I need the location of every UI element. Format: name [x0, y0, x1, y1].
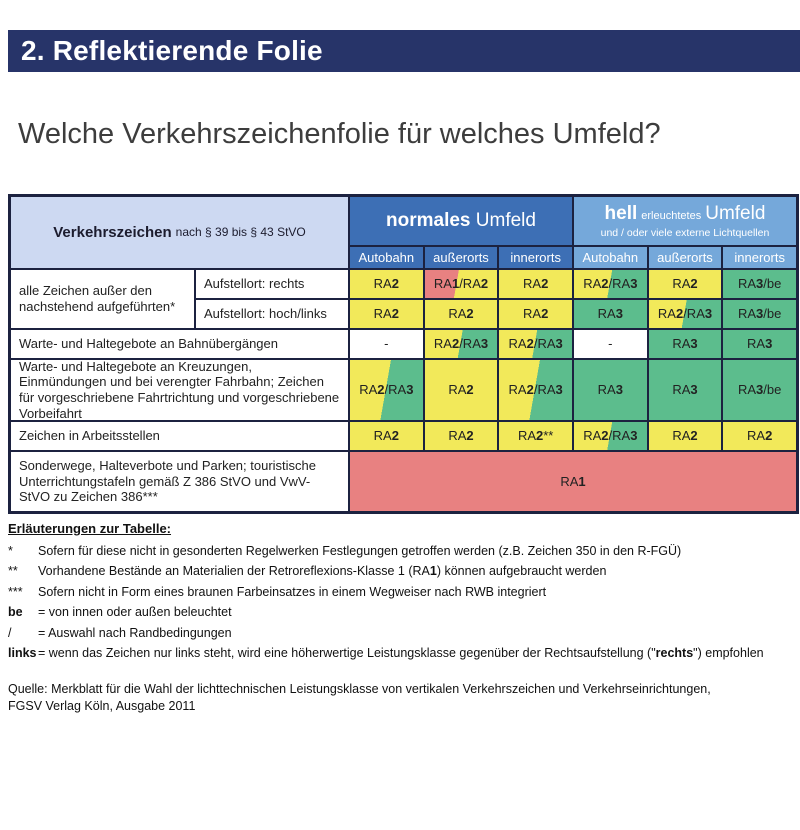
note-text: Sofern für diese nicht in gesonderten Regelwerken Festlegungen getroffen werden (z.B. Zeichen 350 in den R-FGÜ): [38, 543, 682, 558]
table-cell: RA 2: [499, 270, 572, 298]
row-label: Sonderwege, Halteverbote und Parken; touristische Unterrichtungstafeln gemäß Z 386 StVO und VwV-StVO zu Zeichen 386***: [11, 452, 348, 511]
table-cell: RA 3: [723, 330, 796, 358]
column-header-normal-innerorts: innerorts: [499, 247, 572, 268]
note-item: [8, 646, 800, 661]
header-bar: [8, 30, 800, 72]
note-text: Vorhandene Bestände an Materialien der Retroreflexions-Klasse 1 (RA1) können aufgebraucht werden: [38, 564, 607, 579]
row-label: Zeichen in Arbeitsstellen: [11, 422, 348, 450]
source-line-1: Quelle: Merkblatt für die Wahl der lichttechnischen Leistungsklasse von vertikalen Verkehrszeichen und Verkehrseinrichtungen,: [8, 682, 711, 697]
table-cell: RA 2 **: [499, 422, 572, 450]
source-line-2: FGSV Verlag Köln, Ausgabe 2011: [8, 698, 196, 713]
note-text: = Auswahl nach Randbedingungen: [38, 625, 232, 640]
table-cell: RA 2 /RA 3: [574, 422, 647, 450]
table-notes: [8, 521, 800, 661]
note-item: [8, 585, 800, 600]
table-cell: RA 2: [649, 270, 722, 298]
note-marker: /: [8, 625, 12, 640]
note-marker: links: [8, 646, 37, 661]
table-cell: RA 2: [425, 300, 498, 328]
table-cell: RA 2 /RA 3: [499, 360, 572, 420]
note-marker: ***: [8, 584, 23, 599]
table-cell: -: [574, 330, 647, 358]
row-sublabel: Aufstellort: hoch/links: [196, 300, 348, 328]
foil-environment-table: [8, 194, 799, 514]
column-header-normal-Autobahn: Autobahn: [350, 247, 423, 268]
table-cell: RA 2: [350, 422, 423, 450]
table-cell: RA 2: [723, 422, 796, 450]
note-text: = von innen oder außen beleuchtet: [38, 605, 232, 620]
column-group-header-hell: [574, 197, 796, 245]
source-reference: [8, 681, 800, 715]
table-cell: RA 2: [499, 300, 572, 328]
row-label: Warte- und Haltegebote an Kreuzungen, Einmündungen und bei verengter Fahrbahn; Zeichen für vorgeschriebene Fahrtrichtung und vorgeschriebene Vorbeifahrt: [11, 360, 348, 420]
table-cell: RA 2 /RA 3: [574, 270, 647, 298]
column-header-hell-auerorts: außerorts: [649, 247, 722, 268]
note-marker: *: [8, 543, 13, 558]
table-cell: RA 2: [350, 300, 423, 328]
table-cell: -: [350, 330, 423, 358]
table-cell: RA 2: [350, 270, 423, 298]
table-cell: RA 1 /RA 2: [425, 270, 498, 298]
note-text: Sofern nicht in Form eines braunen Farbeinsatzes in einem Wegweiser nach RWB integriert: [38, 584, 547, 599]
note-text: = wenn das Zeichen nur links steht, wird eine höherwertige Leistungsklasse gegenüber der Rechtsaufstellung ("rechts") empfohlen: [38, 646, 764, 661]
note-item: [8, 564, 800, 579]
table-cell: RA 3: [649, 360, 722, 420]
table-cell: RA 3: [574, 300, 647, 328]
table-cell: RA 3 /be: [723, 360, 796, 420]
table-corner-header: Verkehrszeichen nach § 39 bis § 43 StVO: [11, 197, 348, 268]
table-cell: RA 2 /RA 3: [350, 360, 423, 420]
note-item: [8, 626, 800, 641]
table-cell: RA 2: [425, 360, 498, 420]
notes-list: [8, 544, 800, 662]
note-item: [8, 544, 800, 559]
column-group-subtitle: und / oder viele externe Lichtquellen: [600, 226, 770, 239]
table-cell: RA 2 /RA 3: [499, 330, 572, 358]
table-cell: RA 2 /RA 3: [425, 330, 498, 358]
table-cell: RA 2 /RA 3: [649, 300, 722, 328]
column-group-header-normal: [350, 197, 572, 245]
note-marker: **: [8, 564, 18, 579]
column-group-title: normales Umfeld: [386, 209, 536, 231]
table-cell: RA 3 /be: [723, 300, 796, 328]
table-cell-span: RA 1: [350, 452, 796, 511]
header-bar-title: 2. Reflektierende Folie: [21, 35, 323, 66]
table-cell: RA 2: [425, 422, 498, 450]
table-cell: RA 3: [574, 360, 647, 420]
column-header-hell-innerorts: innerorts: [723, 247, 796, 268]
table-cell: RA 3 /be: [723, 270, 796, 298]
row-sublabel: Aufstellort: rechts: [196, 270, 348, 298]
row-label: Warte- und Haltegebote an Bahnübergängen: [11, 330, 348, 358]
note-item: [8, 605, 800, 620]
notes-heading: Erläuterungen zur Tabelle:: [8, 521, 172, 536]
column-header-hell-Autobahn: Autobahn: [574, 247, 647, 268]
column-group-title: hell erleuchtetes Umfeld: [604, 202, 766, 224]
note-marker: be: [8, 605, 23, 620]
page-title: Welche Verkehrszeichenfolie für welches Umfeld?: [18, 118, 661, 150]
table-cell: RA 2: [649, 422, 722, 450]
row-label: alle Zeichen außer den nachstehend aufgeführten*: [11, 270, 194, 328]
column-header-normal-auerorts: außerorts: [425, 247, 498, 268]
table-cell: RA 3: [649, 330, 722, 358]
